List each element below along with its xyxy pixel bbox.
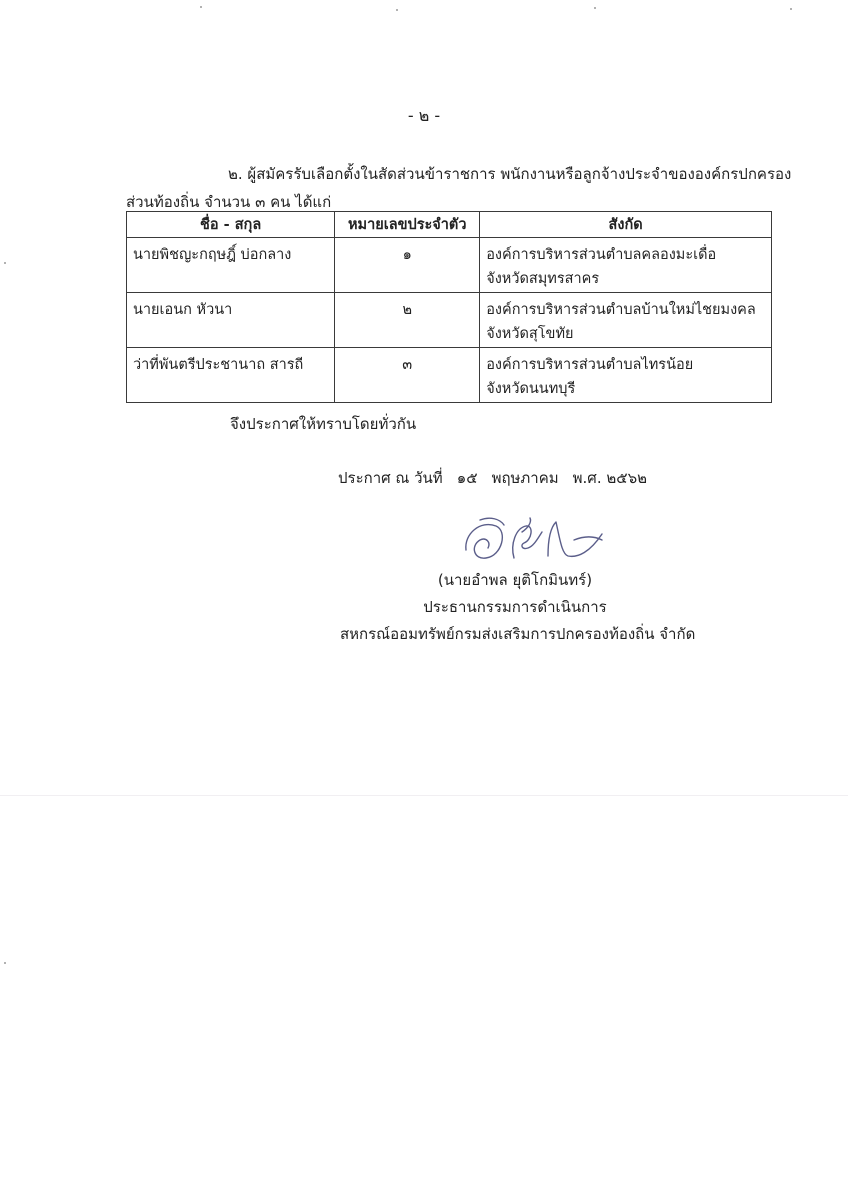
table-row [127, 238, 772, 293]
candidate-number: ๒ [335, 293, 480, 348]
candidate-affiliation [480, 348, 772, 403]
table-row [127, 348, 772, 403]
intro-line-1: ๒. ผู้สมัครรับเลือกตั้งในสัดส่วนข้าราชการ พนักงานหรือลูกจ้างประจำขององค์กรปกครอง [228, 165, 792, 183]
affiliation-province: จังหวัดนนทบุรี [486, 381, 576, 397]
affiliation-province: จังหวัดสุโขทัย [486, 326, 574, 342]
scan-speck [594, 7, 596, 9]
affiliation-office: องค์การบริหารส่วนตำบลคลองมะเดื่อ [486, 247, 717, 263]
table-header-row [127, 212, 772, 238]
date-day: ๑๕ [456, 469, 478, 487]
candidate-affiliation [480, 293, 772, 348]
handwritten-signature [458, 510, 608, 572]
scan-speck [4, 262, 6, 264]
affiliation-province: จังหวัดสมุทรสาคร [486, 271, 600, 287]
date-prefix: ประกาศ ณ วันที่ [338, 469, 443, 487]
date-year: พ.ศ. ๒๕๖๒ [572, 469, 648, 487]
candidate-affiliation [480, 238, 772, 293]
candidate-number: ๑ [335, 238, 480, 293]
candidate-table [126, 211, 772, 403]
scan-speck [396, 9, 398, 11]
header-name: ชื่อ - สกุล [127, 212, 335, 238]
header-number: หมายเลขประจำตัว [335, 212, 480, 238]
scan-fold-line [0, 795, 848, 796]
signer-position: ประธานกรรมการดำเนินการ [423, 598, 607, 616]
scan-speck [790, 8, 792, 10]
signer-organization: สหกรณ์ออมทรัพย์กรมส่งเสริมการปกครองท้องถิ่น จำกัด [340, 625, 696, 643]
affiliation-office: องค์การบริหารส่วนตำบลบ้านใหม่ไชยมงคล [486, 302, 756, 318]
affiliation-office: องค์การบริหารส่วนตำบลไทรน้อย [486, 357, 694, 373]
announcement-date [338, 466, 647, 490]
intro-line-2: ส่วนท้องถิ่น จำนวน ๓ คน ได้แก่ [126, 193, 332, 211]
date-month: พฤษภาคม [491, 469, 559, 487]
candidate-name: ว่าที่พันตรีประชานาถ สารถี [127, 348, 335, 403]
intro-paragraph [126, 160, 792, 216]
table-row [127, 293, 772, 348]
scan-speck [200, 6, 202, 8]
candidate-name: นายเอนก หัวนา [127, 293, 335, 348]
signer-name: (นายอำพล ยุติโกมินทร์) [437, 571, 593, 589]
page-number: - ๒ - [407, 106, 441, 125]
closing-statement: จึงประกาศให้ทราบโดยทั่วกัน [230, 415, 417, 433]
scan-speck [4, 962, 6, 964]
candidate-name: นายพิชญะกฤษฎิ์ บ่อกลาง [127, 238, 335, 293]
candidate-number: ๓ [335, 348, 480, 403]
header-affiliation: สังกัด [480, 212, 772, 238]
